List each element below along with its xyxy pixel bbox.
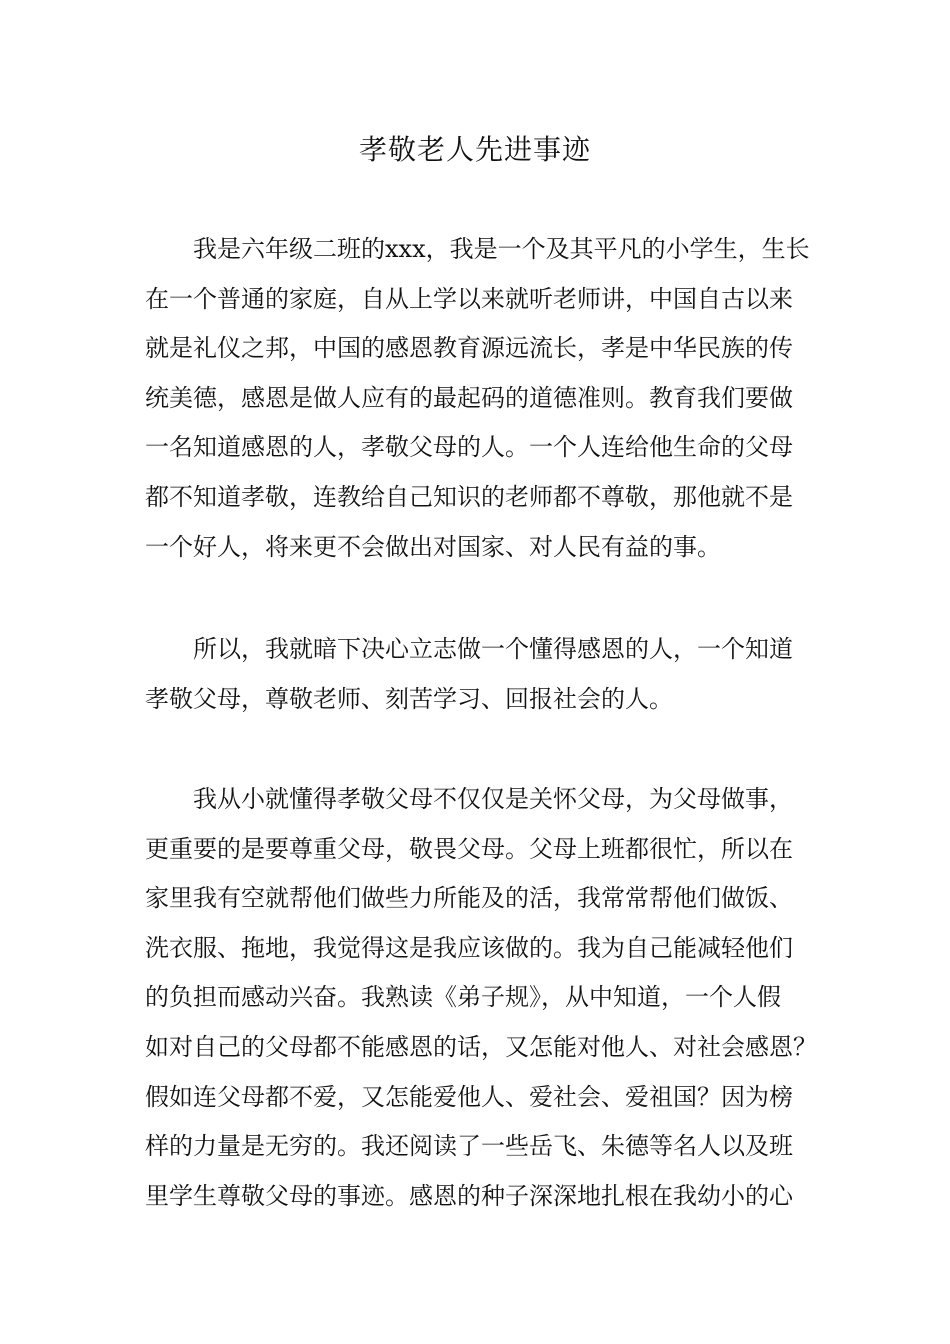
paragraph-2	[145, 625, 793, 724]
paragraph-line: 所以，我就暗下决心立志做一个懂得感恩的人，一个知道	[193, 635, 793, 663]
paragraph-line: 一名知道感恩的人，孝敬父母的人。一个人连给他生命的父母	[145, 433, 793, 462]
document-title: 孝敬老人先进事迹	[358, 133, 591, 166]
paragraph-line: 都不知道孝敬，连教给自己知识的老师都不尊敬，那他就不是	[145, 482, 793, 511]
paragraph-1	[145, 225, 810, 572]
paragraph-line: 就是礼仪之邦，中国的感恩教育源远流长，孝是中华民族的传	[145, 334, 793, 363]
paragraph-line: 里学生尊敬父母的事迹。感恩的种子深深地扎根在我幼小的心	[145, 1181, 793, 1210]
paragraph-line: 统美德，感恩是做人应有的最起码的道德准则。教育我们要做	[145, 383, 793, 412]
paragraph-line: 一个好人，将来更不会做出对国家、对人民有益的事。	[145, 532, 721, 561]
paragraph-line: 我是六年级二班的xxx，我是一个及其平凡的小学生，生长	[193, 235, 810, 263]
paragraph-line: 我从小就懂得孝敬父母不仅仅是关怀父母，为父母做事，	[193, 785, 793, 813]
paragraph-line: 假如连父母都不爱，又怎能爱他人、爱社会、爱祖国？因为榜	[145, 1082, 793, 1111]
paragraph-line: 样的力量是无穷的。我还阅读了一些岳飞、朱德等名人以及班	[145, 1132, 793, 1161]
paragraph-3	[145, 775, 817, 1221]
paragraph-line: 的负担而感动兴奋。我熟读《弟子规》，从中知道，一个人假	[145, 983, 781, 1012]
paragraph-line: 在一个普通的家庭，自从上学以来就听老师讲，中国自古以来	[145, 284, 793, 313]
paragraph-line: 更重要的是要尊重父母，敬畏父母。父母上班都很忙，所以在	[145, 834, 793, 863]
paragraph-line: 家里我有空就帮他们做些力所能及的活，我常常帮他们做饭、	[145, 884, 793, 913]
paragraph-line: 孝敬父母，尊敬老师、刻苦学习、回报社会的人。	[145, 684, 673, 713]
paragraph-line: 如对自己的父母都不能感恩的话，又怎能对他人、对社会感恩？	[145, 1032, 817, 1061]
paragraph-line: 洗衣服、拖地，我觉得这是我应该做的。我为自己能减轻他们	[145, 933, 793, 962]
